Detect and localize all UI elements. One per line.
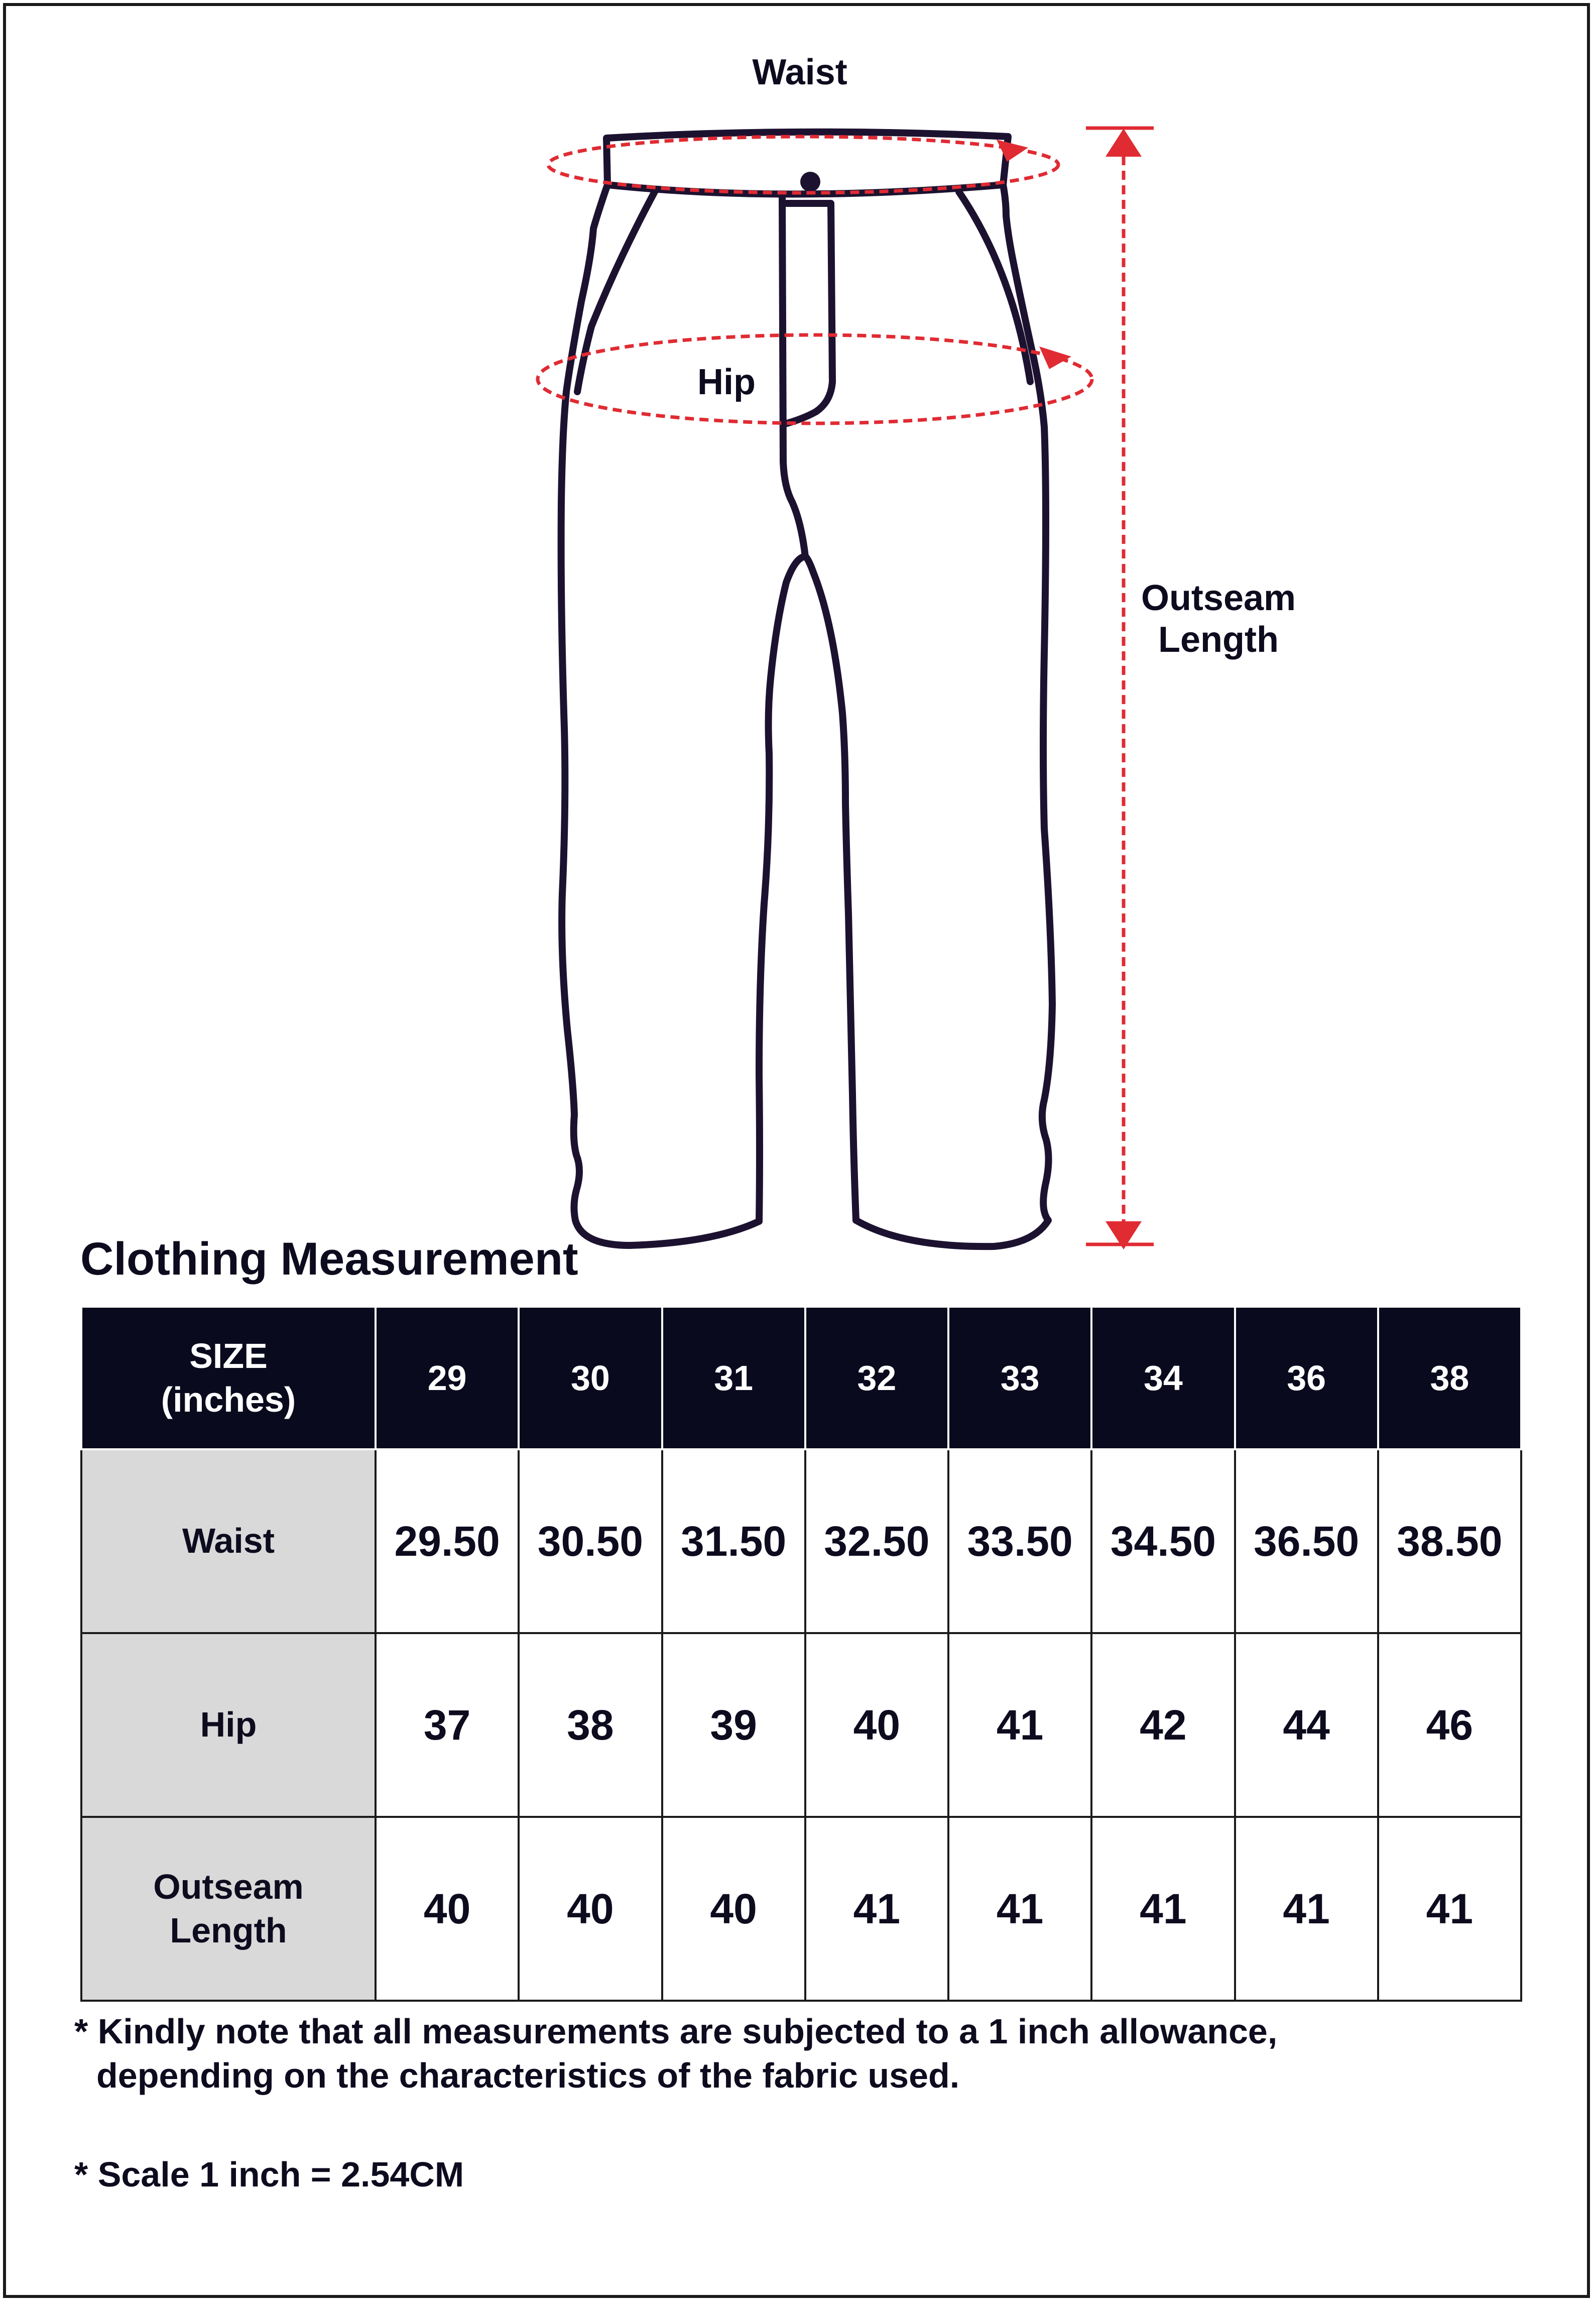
size-header-cell bbox=[81, 1307, 376, 1449]
table-cell: 41 bbox=[1091, 1817, 1235, 2001]
table-cell: 41 bbox=[805, 1817, 948, 2001]
fly bbox=[782, 203, 832, 424]
left-pocket bbox=[577, 191, 655, 392]
table-cell: 31.50 bbox=[662, 1449, 805, 1633]
table-cell: 30.50 bbox=[519, 1449, 662, 1633]
table-cell: 42 bbox=[1091, 1633, 1235, 1817]
waist-button bbox=[800, 172, 820, 192]
size-col-header: 34 bbox=[1091, 1307, 1235, 1449]
size-col-header: 30 bbox=[519, 1307, 662, 1449]
table-cell: 41 bbox=[1378, 1817, 1521, 2001]
size-col-header: 38 bbox=[1378, 1307, 1521, 1449]
table-cell: 33.50 bbox=[948, 1449, 1091, 1633]
row-label-text: Length bbox=[170, 1911, 287, 1950]
size-chart-table bbox=[80, 1306, 1522, 2002]
waist-label: Waist bbox=[752, 52, 847, 92]
table-cell: 40 bbox=[376, 1817, 519, 2001]
table-cell: 38.50 bbox=[1378, 1449, 1521, 1633]
section-title: Clothing Measurement bbox=[80, 1233, 578, 1285]
table-row-hip bbox=[81, 1633, 1521, 1817]
hip-label: Hip bbox=[697, 362, 756, 402]
table-cell: 38 bbox=[519, 1633, 662, 1817]
size-col-header: 32 bbox=[805, 1307, 948, 1449]
table-cell: 41 bbox=[948, 1633, 1091, 1817]
table-cell: 40 bbox=[805, 1633, 948, 1817]
table-row-outseam bbox=[81, 1817, 1521, 2001]
allowance-note-line2: depending on the characteristics of the fabric used. bbox=[96, 2056, 960, 2095]
table-cell: 40 bbox=[662, 1817, 805, 2001]
right-inseam bbox=[805, 556, 856, 1220]
crotch-seam bbox=[782, 196, 805, 556]
hip-arrowhead bbox=[1039, 347, 1071, 369]
row-label-hip bbox=[81, 1633, 376, 1817]
table-cell: 34.50 bbox=[1091, 1449, 1235, 1633]
table-cell: 44 bbox=[1235, 1633, 1378, 1817]
row-label-waist bbox=[81, 1449, 376, 1633]
size-col-header: 33 bbox=[948, 1307, 1091, 1449]
table-header-row bbox=[81, 1307, 1521, 1449]
table-cell: 46 bbox=[1378, 1633, 1521, 1817]
outseam-top-arrowhead bbox=[1106, 129, 1142, 157]
table-cell: 41 bbox=[948, 1817, 1091, 2001]
table-cell: 39 bbox=[662, 1633, 805, 1817]
table-cell: 29.50 bbox=[376, 1449, 519, 1633]
row-label-text: Outseam bbox=[153, 1867, 304, 1906]
table-cell: 36.50 bbox=[1235, 1449, 1378, 1633]
row-label-outseam bbox=[81, 1817, 376, 2001]
table-cell: 37 bbox=[376, 1633, 519, 1817]
allowance-note-line1: * Kindly note that all measurements are subjected to a 1 inch allowance, bbox=[74, 2012, 1278, 2051]
outseam-label-line2: Length bbox=[1158, 620, 1279, 660]
table-cell: 41 bbox=[1235, 1817, 1378, 2001]
table-row-waist bbox=[81, 1449, 1521, 1633]
pants-outline bbox=[561, 132, 1052, 1246]
table-cell: 40 bbox=[519, 1817, 662, 2001]
waist-arrowhead bbox=[997, 140, 1028, 162]
scale-note: * Scale 1 inch = 2.54CM bbox=[74, 2155, 464, 2194]
size-header-line1: SIZE bbox=[189, 1336, 268, 1375]
row-label-text: Hip bbox=[200, 1705, 257, 1745]
size-col-header: 29 bbox=[376, 1307, 519, 1449]
row-label-text: Waist bbox=[182, 1521, 275, 1561]
table-cell: 32.50 bbox=[805, 1449, 948, 1633]
size-col-header: 31 bbox=[662, 1307, 805, 1449]
size-col-header: 36 bbox=[1235, 1307, 1378, 1449]
outseam-label-line1: Outseam bbox=[1141, 578, 1296, 618]
left-inseam bbox=[759, 556, 805, 1221]
size-header-line2: (inches) bbox=[161, 1380, 296, 1419]
